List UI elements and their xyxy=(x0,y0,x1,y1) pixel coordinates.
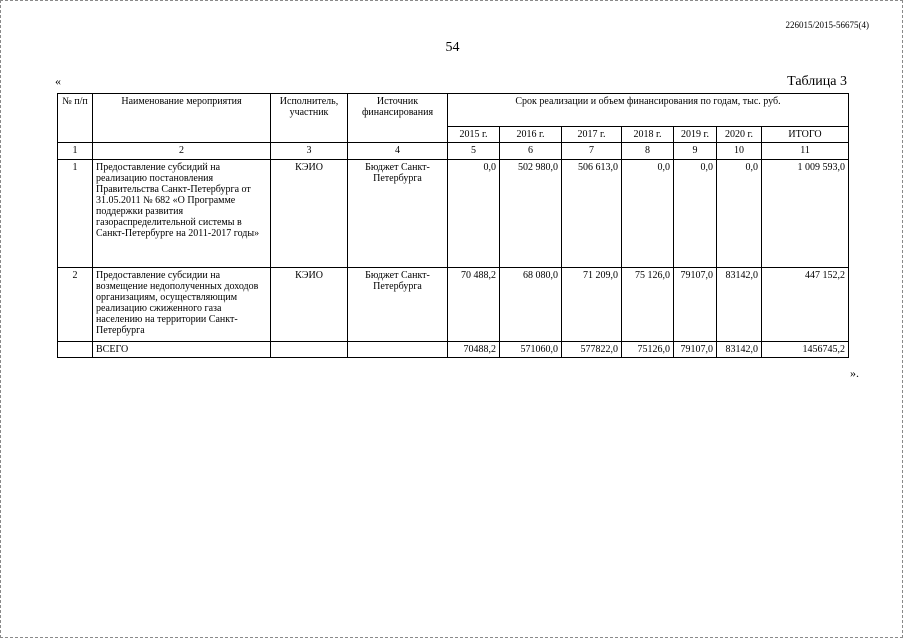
year-total: ИТОГО xyxy=(762,127,849,143)
col-number: 8 xyxy=(622,143,674,160)
value-2015: 0,0 xyxy=(448,160,500,268)
col-number: 1 xyxy=(58,143,93,160)
value-2018: 0,0 xyxy=(622,160,674,268)
funding-source: Бюджет Санкт-Петербурга xyxy=(348,268,448,342)
col-number: 9 xyxy=(674,143,717,160)
total-row xyxy=(58,342,849,358)
executor: КЭИО xyxy=(271,160,348,268)
total-empty-cell xyxy=(271,342,348,358)
total-empty-cell xyxy=(58,342,93,358)
total-2019: 79107,0 xyxy=(674,342,717,358)
year-2015: 2015 г. xyxy=(448,127,500,143)
total-2016: 571060,0 xyxy=(500,342,562,358)
value-2018: 75 126,0 xyxy=(622,268,674,342)
total-2020: 83142,0 xyxy=(717,342,762,358)
total-2018: 75126,0 xyxy=(622,342,674,358)
table-row xyxy=(58,268,849,342)
col-header-period: Срок реализации и объем финансирования по годам, тыс. руб. xyxy=(448,94,849,127)
executor: КЭИО xyxy=(271,268,348,342)
col-number: 10 xyxy=(717,143,762,160)
value-2017: 506 613,0 xyxy=(562,160,622,268)
value-total: 447 152,2 xyxy=(762,268,849,342)
year-2018: 2018 г. xyxy=(622,127,674,143)
col-number: 2 xyxy=(93,143,271,160)
closing-quote: ». xyxy=(850,366,859,380)
total-2017: 577822,0 xyxy=(562,342,622,358)
year-2016: 2016 г. xyxy=(500,127,562,143)
value-2016: 502 980,0 xyxy=(500,160,562,268)
value-2016: 68 080,0 xyxy=(500,268,562,342)
value-2019: 0,0 xyxy=(674,160,717,268)
total-2015: 70488,2 xyxy=(448,342,500,358)
column-numbers-row xyxy=(58,143,849,160)
col-number: 6 xyxy=(500,143,562,160)
value-total: 1 009 593,0 xyxy=(762,160,849,268)
value-2017: 71 209,0 xyxy=(562,268,622,342)
value-2020: 0,0 xyxy=(717,160,762,268)
value-2015: 70 488,2 xyxy=(448,268,500,342)
header-row xyxy=(58,94,849,127)
total-grand: 1456745,2 xyxy=(762,342,849,358)
col-header-name: Наименование мероприятия xyxy=(93,94,271,143)
col-number: 7 xyxy=(562,143,622,160)
year-2017: 2017 г. xyxy=(562,127,622,143)
measure-name: Предоставление субсидий на реализацию постановления Правительства Санкт-Петербурга от 31.05.2011 № 682 «О Программе поддержки развития газораспределительной системы в Санкт-Петербурге на 2011-2017 годы» xyxy=(93,160,271,268)
document-number: 226015/2015-56675(4) xyxy=(785,20,869,30)
col-number: 3 xyxy=(271,143,348,160)
col-number: 11 xyxy=(762,143,849,160)
financing-table xyxy=(57,93,849,358)
year-2020: 2020 г. xyxy=(717,127,762,143)
page-number: 54 xyxy=(445,40,460,55)
col-header-num: № п/п xyxy=(58,94,93,143)
row-number: 1 xyxy=(58,160,93,268)
col-header-source: Источник финансирования xyxy=(348,94,448,143)
year-2019: 2019 г. xyxy=(674,127,717,143)
value-2019: 79107,0 xyxy=(674,268,717,342)
table-row xyxy=(58,160,849,268)
funding-source: Бюджет Санкт-Петербурга xyxy=(348,160,448,268)
total-empty-cell xyxy=(348,342,448,358)
value-2020: 83142,0 xyxy=(717,268,762,342)
col-number: 4 xyxy=(348,143,448,160)
total-label: ВСЕГО xyxy=(93,342,271,358)
col-number: 5 xyxy=(448,143,500,160)
table-label: Таблица 3 xyxy=(787,74,847,89)
col-header-executor: Исполнитель, участник xyxy=(271,94,348,143)
row-number: 2 xyxy=(58,268,93,342)
opening-quote: « xyxy=(55,74,61,88)
measure-name: Предоставление субсидии на возмещение недополученных доходов организациям, осуществляющим реализацию сжиженного газа населению на территории Санкт-Петербурга xyxy=(93,268,271,342)
